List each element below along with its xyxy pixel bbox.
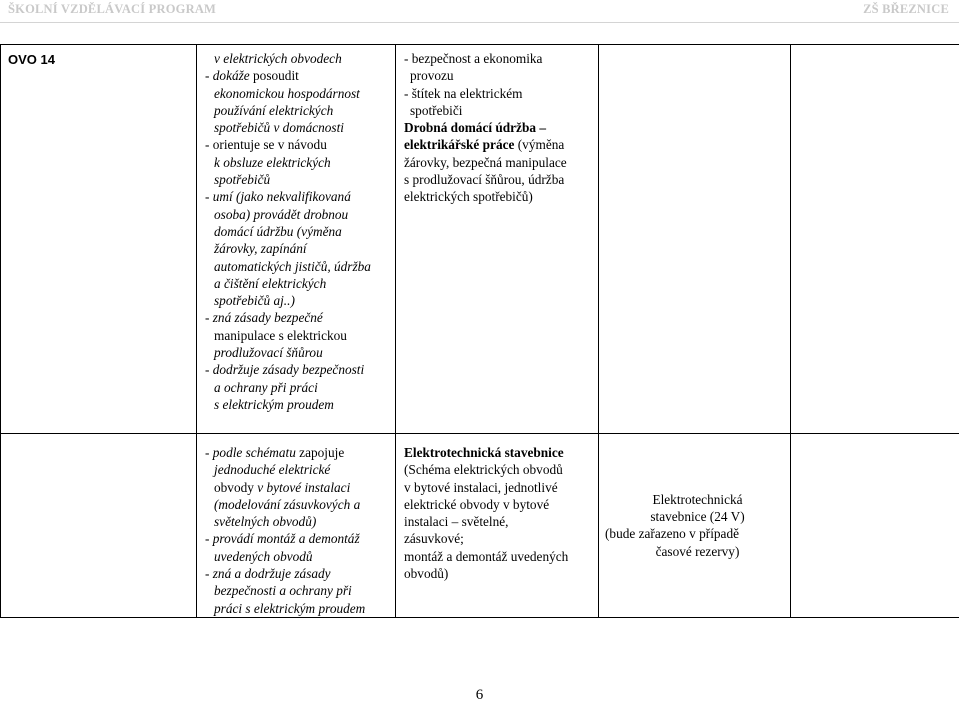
note-line: Elektrotechnická [652, 491, 743, 507]
content-line: Elektrotechnická stavebnice [404, 445, 564, 460]
outcome-line: - zná zásady bezpečné [205, 310, 323, 326]
outcome-line: manipulace s elektrickou [214, 327, 347, 343]
curriculum-table [0, 44, 959, 618]
content-line: zásuvkové; [404, 531, 464, 547]
content-line: žárovky, bezpečná manipulace [404, 154, 567, 170]
page-number: 6 [475, 687, 484, 703]
empty-cell [791, 45, 959, 434]
outcome-line: (modelování zásuvkových a [214, 496, 361, 512]
content-text [396, 45, 598, 206]
note-line: (bude zařazeno v případě [605, 526, 740, 542]
content-line: elektrických spotřebičů) [404, 189, 533, 205]
outcome-line: bezpečnosti a ochrany při [214, 583, 352, 599]
outcomes-cell [197, 434, 396, 618]
content-line: elektrické obvody v bytové [404, 496, 550, 512]
content-line: provozu [410, 68, 454, 84]
empty-cell [791, 434, 959, 618]
empty-cell [1, 434, 197, 618]
content-line: - štítek na elektrickém [404, 85, 523, 101]
outcomes-text [197, 45, 395, 413]
outcome-line: práci s elektrickým proudem [214, 600, 366, 616]
outcome-line: k obsluze elektrických [214, 154, 331, 170]
outcome-line: automatických jističů, údržba [214, 258, 371, 274]
note-text [599, 491, 790, 560]
outcome-line: osoba) provádět drobnou [214, 206, 349, 222]
outcome-line: světelných obvodů) [214, 514, 317, 530]
content-line: - bezpečnost a ekonomika [404, 51, 543, 66]
outcome-line: obvody v bytové instalaci [214, 479, 351, 495]
header-divider [0, 22, 959, 23]
outcome-line: a ochrany při práci [214, 379, 318, 395]
note-cell [599, 434, 791, 618]
outcome-line: používání elektrických [214, 102, 334, 118]
outcome-line: uvedených obvodů [214, 548, 313, 564]
ovo-label: OVO 14 [8, 52, 55, 67]
outcome-line: ekonomickou hospodárnost [214, 85, 360, 101]
outcome-line: prodlužovací šňůrou [214, 345, 323, 361]
content-line: spotřebiči [410, 102, 463, 118]
note-line: stavebnice (24 V) [650, 509, 745, 525]
outcome-line: žárovky, zapínání [214, 241, 307, 257]
content-cell [396, 434, 599, 618]
note-line: časové rezervy) [655, 543, 740, 559]
outcome-line: - orientuje se v návodu [205, 137, 327, 153]
header-school-name: ZŠ BŘEZNICE [863, 2, 949, 16]
content-line: obvodů) [404, 566, 449, 582]
outcome-line: - provádí montáž a demontáž [205, 531, 360, 547]
outcome-line: domácí údržbu (výměna [214, 223, 342, 239]
outcome-line: - zná a dodržuje zásady [205, 566, 331, 582]
outcome-line: - dokáže posoudit [205, 68, 299, 84]
content-cell [396, 45, 599, 434]
outcome-line: - umí (jako nekvalifikovaná [205, 189, 351, 205]
outcome-line: jednoduché elektrické [214, 462, 331, 478]
outcomes-cell [197, 45, 396, 434]
content-line: Drobná domácí údržba – [404, 120, 546, 136]
outcome-line: spotřebičů [214, 172, 271, 188]
outcome-line: a čištění elektrických [214, 275, 327, 291]
outcome-line: s elektrickým proudem [214, 396, 334, 412]
content-line: elektrikářské práce (výměna [404, 137, 565, 153]
ovo-label-cell [1, 45, 197, 434]
content-line: (Schéma elektrických obvodů [404, 462, 563, 478]
outcome-line: - dodržuje zásady bezpečnosti [205, 362, 365, 378]
content-line: v bytové instalaci, jednotlivé [404, 479, 558, 495]
content-text [396, 434, 598, 582]
table-row [1, 434, 959, 618]
content-line: instalaci – světelné, [404, 514, 509, 530]
content-line: montáž a demontáž uvedených [404, 548, 569, 564]
table-row [1, 45, 959, 434]
outcome-line: spotřebičů aj..) [214, 293, 295, 309]
outcome-line: spotřebičů v domácnosti [214, 120, 344, 136]
empty-cell [599, 45, 791, 434]
outcome-line: v elektrických obvodech [214, 51, 342, 66]
header-school-program: ŠKOLNÍ VZDĚLÁVACÍ PROGRAM [8, 2, 217, 16]
outcomes-text [197, 434, 395, 617]
content-line: s prodlužovací šňůrou, údržba [404, 172, 565, 188]
outcome-line: - podle schématu zapojuje [205, 445, 345, 460]
